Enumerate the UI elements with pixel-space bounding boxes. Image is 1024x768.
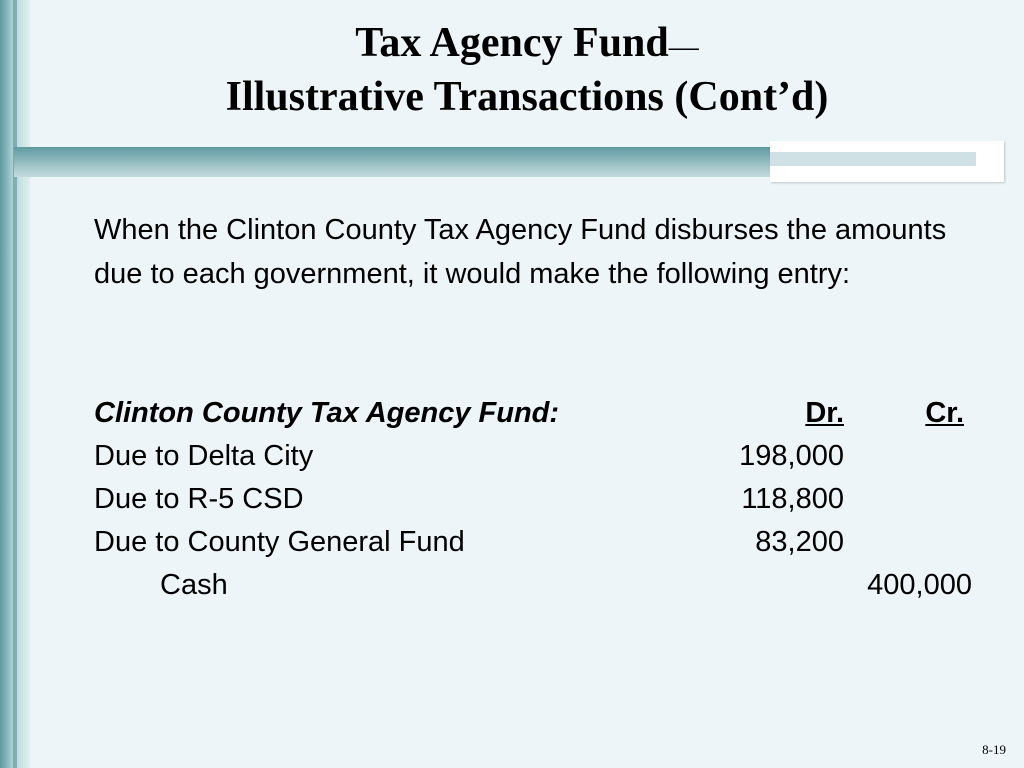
slide-title [30, 18, 1024, 122]
title-underline-end-fill [770, 152, 976, 166]
journal-line [94, 564, 994, 607]
account-name: Due to Delta City [94, 440, 314, 472]
slide-title-line1 [30, 18, 1024, 72]
account-name: Due to R-5 CSD [94, 483, 304, 515]
credit-header: Cr. [925, 397, 964, 429]
slide-title-dash: — [668, 30, 699, 63]
journal-entry [94, 392, 994, 607]
left-decorative-stripe [0, 0, 30, 768]
title-underline-bar [14, 147, 770, 177]
slide-title-line2: Illustrative Transactions (Cont’d) [225, 74, 829, 120]
page-number: 8-19 [982, 742, 1006, 757]
debit-header: Dr. [805, 397, 844, 429]
account-name: Due to County General Fund [94, 526, 465, 558]
title-underline-end-box [770, 141, 1004, 182]
credit-amount: 400,000 [867, 569, 972, 601]
journal-line [94, 521, 994, 564]
debit-amount: 198,000 [739, 440, 844, 472]
journal-line [94, 478, 994, 521]
slide-title-main: Tax Agency Fund [355, 20, 669, 66]
journal-entry-header [94, 392, 994, 435]
fund-label: Clinton County Tax Agency Fund: [94, 397, 560, 429]
debit-amount: 118,800 [741, 483, 844, 515]
debit-amount: 83,200 [755, 526, 844, 558]
left-stripe-inner [13, 0, 17, 768]
journal-line [94, 435, 994, 478]
intro-paragraph: When the Clinton County Tax Agency Fund disburses the amounts due to each government, it would make the following entry: [94, 214, 947, 290]
account-name: Cash [160, 569, 228, 601]
